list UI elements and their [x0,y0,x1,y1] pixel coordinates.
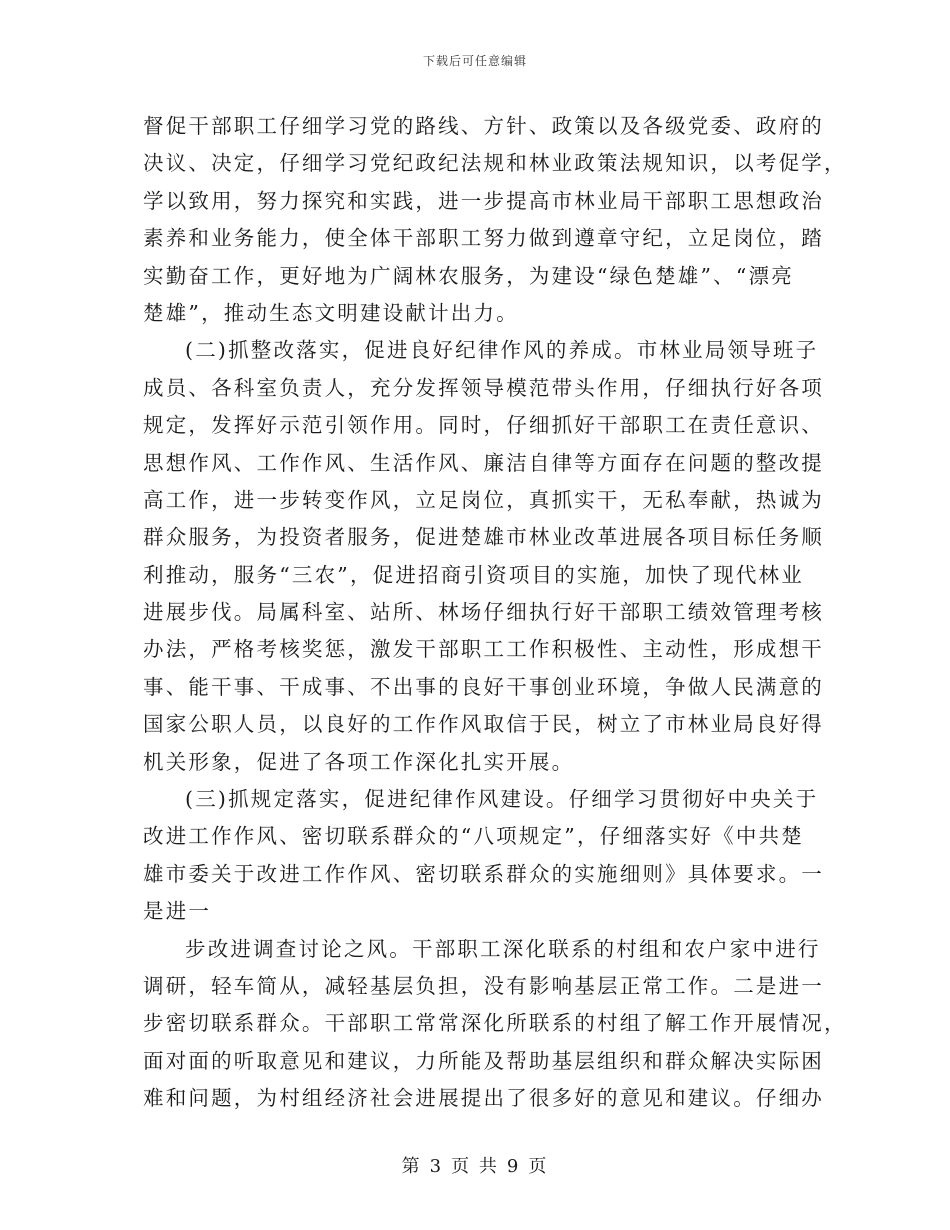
text-line: 步改进调查讨论之风。干部职工深化联系的村组和农户家中进行 [185,936,821,961]
text-line: (三)抓规定落实，促进纪律作风建设。仔细学习贯彻好中央关于 [185,787,819,812]
text-line: 实勤奋工作，更好地为广阔林农服务，为建设“绿色楚雄”、“漂亮 [143,263,794,288]
text-line: 面对面的听取意见和建议，力所能及帮助基层组织和群众解决实际困 [143,1048,824,1073]
text-line: 步密切联系群众。干部职工常常深化所联系的村组了解工作开展情况， [143,1011,847,1036]
text-line: 办法，严格考核奖惩，激发干部职工工作积极性、主动性，形成想干 [143,637,824,662]
footer-current-page: 3 [429,1156,444,1177]
footer-prefix: 第 [401,1156,422,1177]
text-line: 规定，发挥好示范引领作用。同时，仔细抓好干部职工在责任意识、 [143,413,824,438]
text-line: 群众服务，为投资者服务，促进楚雄市林业改革进展各项目标任务顺 [143,525,824,550]
text-line: 楚雄”，推动生态文明建设献计出力。 [143,300,519,325]
document-body [143,108,847,1118]
text-line: 是进一 [143,899,212,924]
footer-total-pages: 9 [506,1156,521,1177]
footer-suffix: 页 [528,1156,549,1177]
text-line: 难和问题，为村组经济社会进展提出了很多好的意见和建议。仔细办 [143,1086,824,1111]
text-line: 国家公职人员，以良好的工作作风取信于民，树立了市林业局良好得 [143,712,824,737]
text-line: (二)抓整改落实，促进良好纪律作风的养成。市林业局领导班子 [185,338,819,363]
text-line: 雄市委关于改进工作作风、密切联系群众的实施细则》具体要求。一 [143,861,824,886]
text-line: 高工作，进一步转变作风，立足岗位，真抓实干，无私奉献，热诚为 [143,487,824,512]
text-line: 利推动，服务“三农”，促进招商引资项目的实施，加快了现代林业 [143,562,804,587]
text-line: 调研，轻车简从，减轻基层负担，没有影响基层正常工作。二是进一 [143,973,824,998]
text-line: 决议、决定，仔细学习党纪政纪法规和林业政策法规知识，以考促学， [143,151,847,176]
page-header-note: 下载后可任意编辑 [422,54,527,68]
text-line: 思想作风、工作作风、生活作风、廉洁自律等方面存在问题的整改提 [143,450,824,475]
text-line: 督促干部职工仔细学习党的路线、方针、政策以及各级党委、政府的 [143,114,824,138]
page-footer [0,1152,950,1178]
text-line: 进展步伐。局属科室、站所、林场仔细执行好干部职工绩效管理考核 [143,600,824,625]
text-line: 改进工作作风、密切联系群众的“八项规定”，仔细落实好《中共楚 [143,824,804,849]
footer-middle: 页 共 [451,1156,499,1177]
text-line: 机关形象，促进了各项工作深化扎实开展。 [143,749,575,774]
text-line: 事、能干事、干成事、不出事的良好干事创业环境，争做人民满意的 [143,674,824,699]
text-line: 素养和业务能力，使全体干部职工努力做到遵章守纪，立足岗位，踏 [143,226,824,251]
text-line: 成员、各科室负责人，充分发挥领导模范带头作用，仔细执行好各项 [143,375,824,400]
text-line: 学以致用，努力探究和实践，进一步提高市林业局干部职工思想政治 [143,188,824,213]
